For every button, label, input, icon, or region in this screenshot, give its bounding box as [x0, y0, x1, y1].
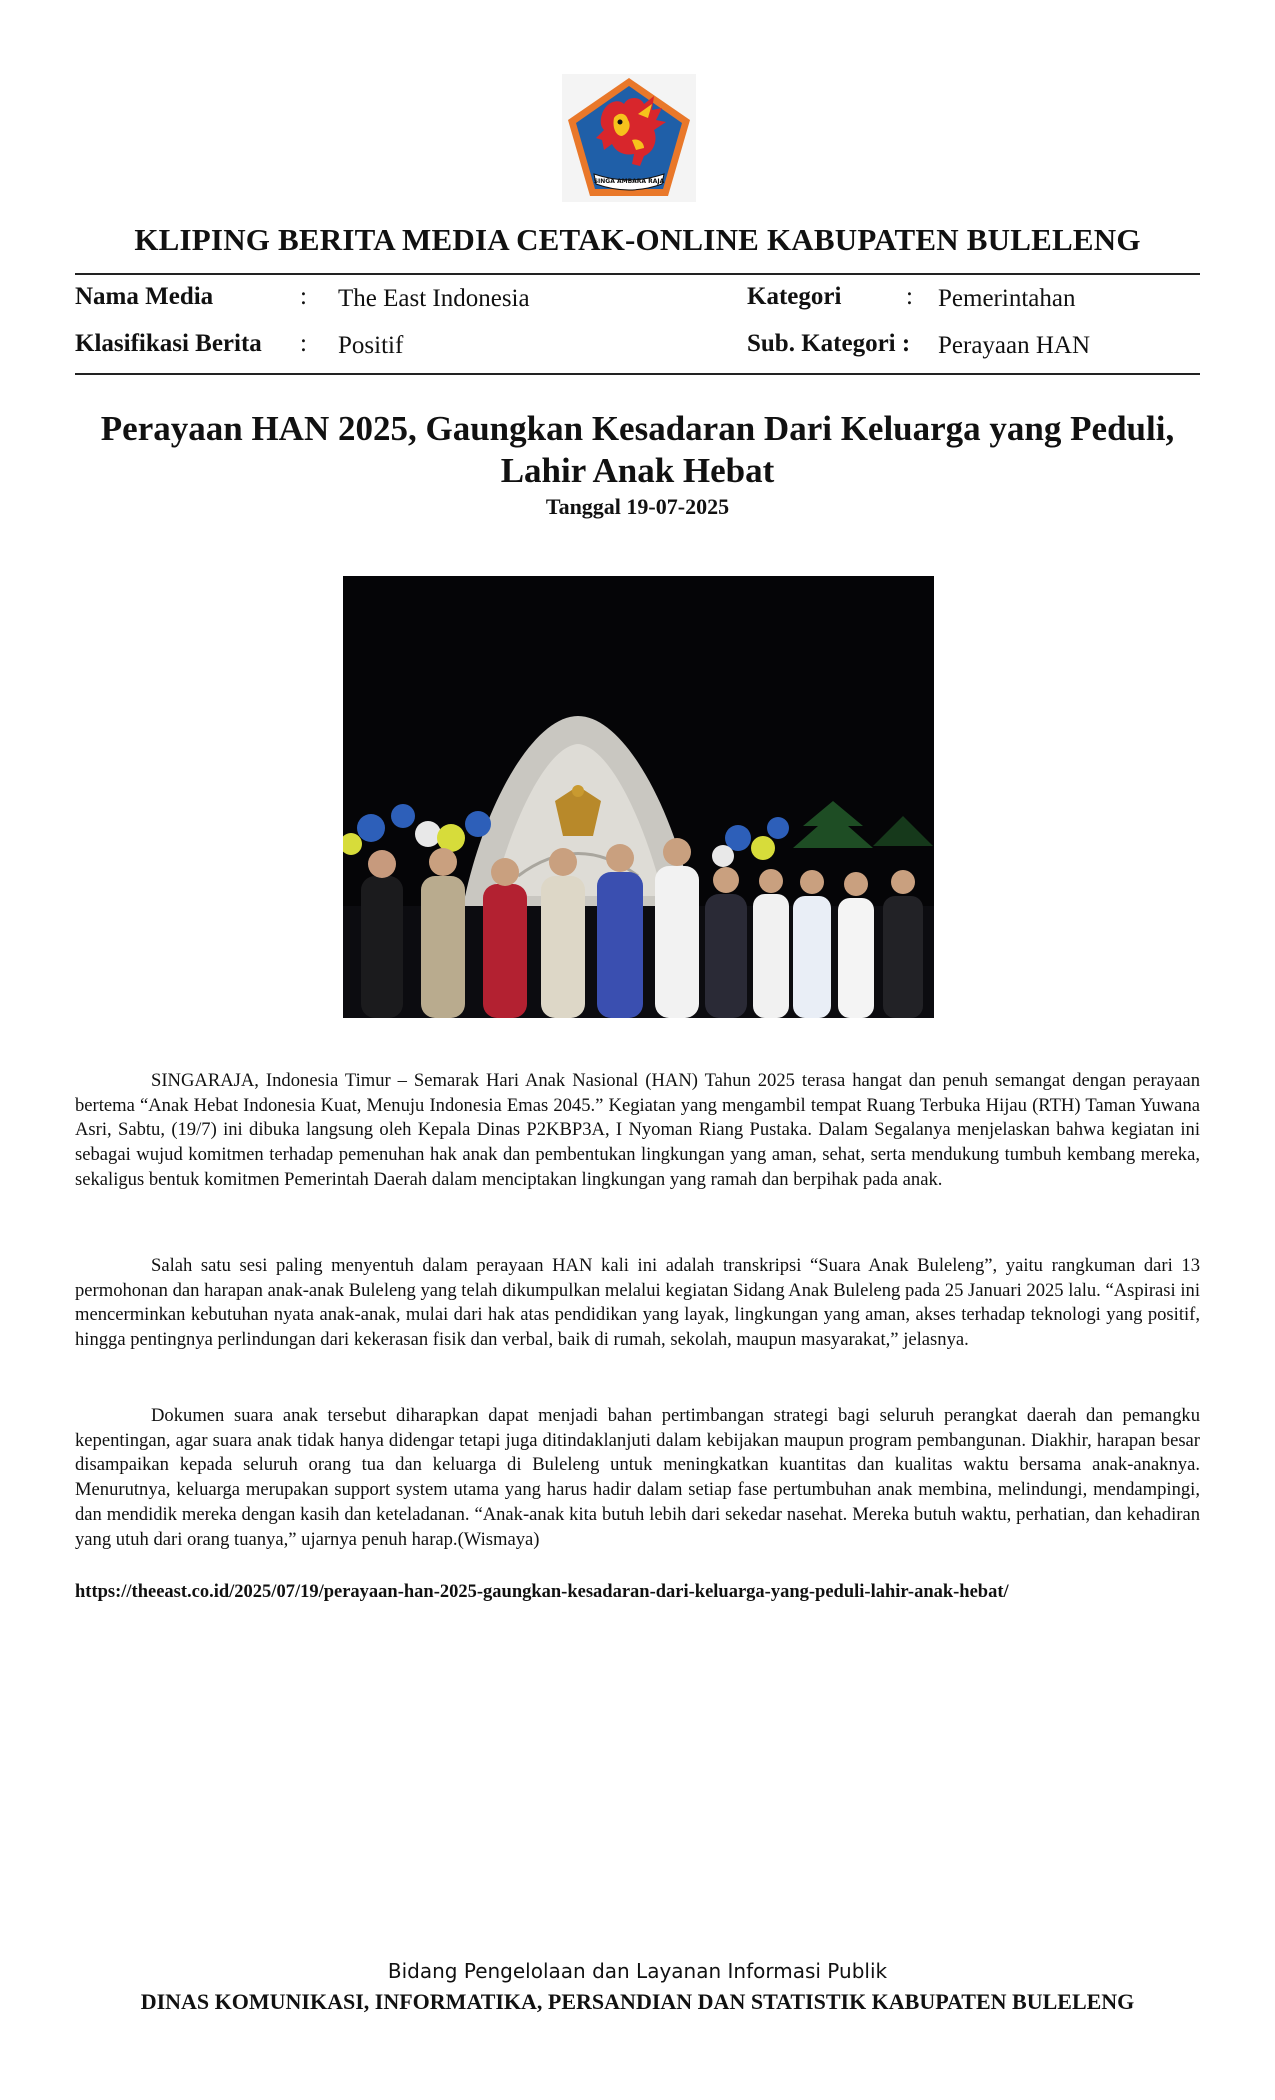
klasifikasi-label: Klasifikasi Berita [75, 330, 262, 357]
meta-row-media [0, 283, 1275, 319]
media-label: Nama Media [75, 283, 214, 310]
kategori-colon: : [906, 283, 913, 310]
footer-division: Bidang Pengelolaan dan Layanan Informasi Publik [387, 1959, 888, 1983]
clipping-header-title: KLIPING BERITA MEDIA CETAK-ONLINE KABUPATEN BULELENG [134, 222, 1141, 257]
article-date: Tanggal 19-07-2025 [545, 494, 730, 519]
kategori-label: Kategori [747, 283, 842, 310]
article-paragraph-2: Salah satu sesi paling menyentuh dalam perayaan HAN kali ini adalah transkripsi “Suara Anak Buleleng”, yaitu rangkuman dari 13 permohonan dan harapan anak-anak Buleleng yang telah dikumpulkan melalui kegiatan Sidang Anak Buleleng pada 25 Januari 2025 lalu. “Aspirasi ini mencerminkan kebutuhan nyata anak-anak, mulai dari hak atas pendidikan yang layak, lingkungan yang aman, akses terhadap teknologi yang positif, hingga pentingnya perlindungan dari kekerasan fisik dan verbal, baik di rumah, sekolah, maupun masyarakat,” jelasnya. [75, 1255, 1200, 1351]
lion-crest-icon [562, 74, 696, 202]
article-title-line1: Perayaan HAN 2025, Gaungkan Kesadaran Dari Keluarga yang Peduli, [100, 409, 1175, 448]
media-colon: : [300, 283, 307, 310]
article-paragraph-3: Dokumen suara anak tersebut diharapkan dapat menjadi bahan pertimbangan strategi bagi seluruh perangkat daerah dan pemangku kepentingan, agar suara anak tidak hanya didengar tetapi juga ditindaklanjuti dalam kebijakan maupun program pembangunan. Diakhir, harapan besar disampaikan kepada seluruh orang tua dan keluarga di Buleleng untuk meningkatkan kuantitas dan kualitas waktu bersama anak-anaknya. Menurutnya, keluarga merupakan support system utama yang harus hadir dalam setiap fase pertumbuhan anak membina, melindungi, mendampingi, dan mendidik mereka dengan kasih dan keteladanan. “Anak-anak kita butuh lebih dari sekedar nasehat. Mereka butuh waktu, perhatian, dan kehadiran yang utuh dari orang tuanya,” ujarnya penuh harap.(Wismaya) [75, 1405, 1200, 1550]
article-title [60, 408, 1215, 492]
svg-text:SINGA AMBARA RAJA: SINGA AMBARA RAJA [593, 178, 665, 185]
meta-row-klasifikasi [0, 330, 1275, 366]
media-value: The East Indonesia [338, 285, 530, 312]
klasifikasi-colon: : [300, 330, 307, 357]
regency-logo [562, 74, 696, 202]
header-bottom-rule [75, 373, 1200, 375]
subkategori-label: Sub. Kategori : [747, 330, 911, 357]
event-photo-illustration [343, 576, 934, 1018]
source-url[interactable]: https://theeast.co.id/2025/07/19/perayaan-han-2025-gaungkan-kesadaran-dari-keluarga-yang-peduli-lahir-anak-hebat/ [75, 1582, 1009, 1602]
header-top-rule [75, 273, 1200, 275]
article-photo [343, 576, 934, 1018]
article-title-line2: Lahir Anak Hebat [500, 451, 775, 490]
article-paragraph-1: SINGARAJA, Indonesia Timur – Semarak Hari Anak Nasional (HAN) Tahun 2025 terasa hangat dan penuh semangat dengan perayaan bertema “Anak Hebat Indonesia Kuat, Menuju Indonesia Emas 2045.” Kegiatan yang mengambil tempat Ruang Terbuka Hijau (RTH) Taman Yuwana Asri, Sabtu, (19/7) ini dibuka langsung oleh Kepala Dinas P2KBP3A, I Nyoman Riang Pustaka. Dalam Segalanya menjelaskan bahwa kegiatan ini sebagai wujud komitmen terhadap pemenuhan hak anak dan pembentukan lingkungan yang aman, sehat, serta mendukung tumbuh kembang mereka, sekaligus bentuk komitmen Pemerintah Daerah dalam menciptakan lingkungan yang ramah dan berpihak pada anak. [75, 1070, 1200, 1190]
kategori-value: Pemerintahan [938, 285, 1076, 312]
klasifikasi-value: Positif [338, 332, 404, 359]
subkategori-value: Perayaan HAN [938, 332, 1091, 359]
footer-agency: DINAS KOMUNIKASI, INFORMATIKA, PERSANDIAN DAN STATISTIK KABUPATEN BULELENG [140, 1989, 1135, 2014]
